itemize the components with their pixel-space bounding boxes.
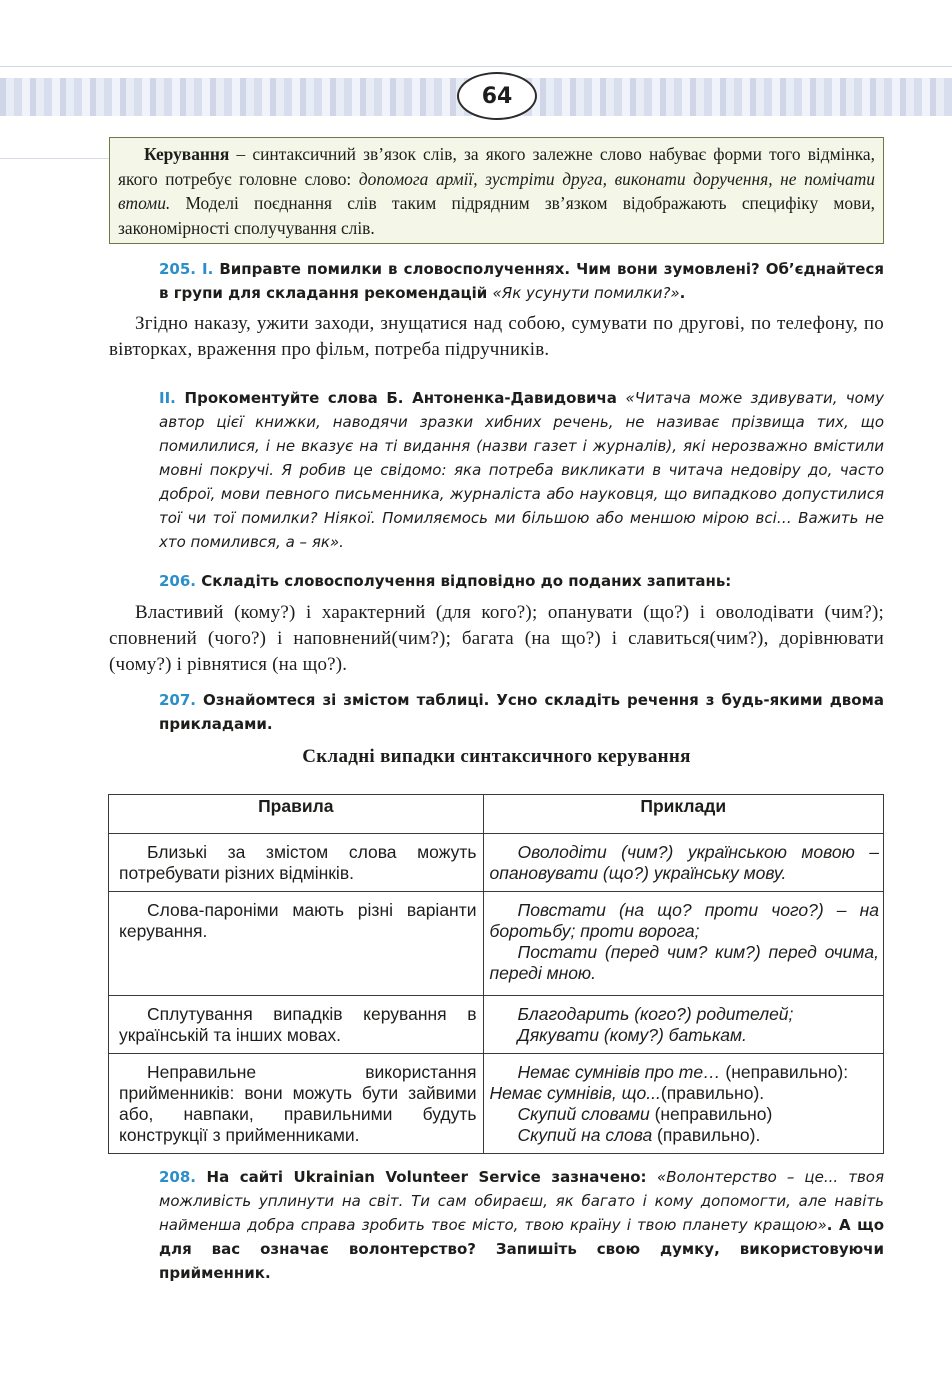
antonenko-quote: «Читача може здивувати, чому автор цієї книжки, наводячи зразки хибних речень, не називає прізвища тих, що помилилися, і не вказує на ті видання (назви газет і журналів), які нерозважно вмістили мовні покручі. Я робив це свідомо: яка потреба викликати в читача недовіру до, часто доброї, мови певного письменника, журналіста або науковця, що випадково допустилися тої чи тої помилки? Ніякої. Помиляємось ми більшою або меншою мірою всі… Важить не хто помилився, а – як». xyxy=(159,389,884,551)
rule-cell: Неправильне використання прийменників: вони можуть бути зайвими або, навпаки, правильними будуть конструкції з прийменниками. xyxy=(109,1054,484,1154)
example-cell: Благодарить (кого?) родителей; Дякувати (кому?) батькам. xyxy=(483,996,883,1054)
example-cell: Повстати (на що? проти чого?) – на боротьбу; проти ворога; Постати (перед чим? ким?) перед очима, переді мною. xyxy=(483,892,883,996)
task-208: 208. На сайті Ukrainian Volunteer Service зазначено: «Волонтерство – це... твоя можливість уплинути на світ. Ти сам обираєш, як багато і кому допомогти, але навіть найменша добра справа зробить твоє місто, твою країну і твою планету кращою». А що для вас означає волонтерство? Запишіть свою думку, використовуючи прийменник. xyxy=(159,1168,884,1282)
governance-table xyxy=(108,794,884,1154)
header-rule xyxy=(0,66,952,67)
page-number: 64 xyxy=(457,72,537,120)
rule-cell: Сплутування випадків керування в українській та інших мовах. xyxy=(109,996,484,1054)
task-205-exercise: Згідно наказу, ужити заходи, знущатися над собою, сумувати по другові, по телефону, по вівторках, враження про фільм, потреба підручників. xyxy=(109,313,884,360)
task-206-instruction: 206. Складіть словосполучення відповідно до поданих запитань: xyxy=(159,572,732,590)
table-row xyxy=(109,834,884,892)
task-205-part2: ІІ. Прокоментуйте слова Б. Антоненка-Давидовича «Читача може здивувати, чому автор цієї книжки, наводячи зразки хибних речень, не називає прізвища тих, що помилилися, і не вказує на ті видання (назви газет і журналів), які нерозважно вмістили мовні покручі. Я робив це свідомо: яка потреба викликати в читача недовіру до, часто доброї, мови певного письменника, журналіста або науковця, що випадково допустилися тої чи тої помилки? Ніякої. Помиляємось ми більшою або меншою мірою всі… Важить не хто помилився, а – як». xyxy=(159,389,884,551)
rule-cell: Слова-пароніми мають різні варіанти керування. xyxy=(109,892,484,996)
task-205-instruction: 205. І. Виправте помилки в словосполученнях. Чим вони зумовлені? Об’єднайтеся в групи для складання рекомендацій «Як усунути помилки?». xyxy=(159,260,885,302)
header-side-rule xyxy=(0,158,110,159)
table-row xyxy=(109,1054,884,1154)
task-206-exercise: Властивий (кому?) і характерний (для кого?); опанувати (що?) і оволодівати (чим?); сповнений (чого?) і наповнений(чим?); багата (на що?) і славиться(чим?), дорівнювати (чому?) і рівнятися (на що?). xyxy=(109,602,884,675)
header-rules: Правила xyxy=(109,795,484,834)
definition-examples: допомога армії, зустріти друга, виконати доручення, не помічати втоми. xyxy=(118,168,875,213)
header-examples: Приклади xyxy=(483,795,883,834)
definition-text: синтаксичний зв’язок слів, за якого залежне слово набуває форми того відмінка, якого потребує головне слово: xyxy=(118,144,875,189)
example-cell: Оволодіти (чим?) українською мовою – опановувати (що?) українську мову. xyxy=(483,834,883,892)
table-title: Складні випадки синтаксичного керування xyxy=(302,746,691,767)
definition-box: Керування – синтаксичний зв’язок слів, за якого залежне слово набуває форми того відмінка, якого потребує головне слово: допомога армії, зустріти друга, виконати доручення, не помічати втоми. Моделі поєднання слів таким підрядним зв’язком відображають специфіку мови, закономірності сполучування слів. xyxy=(109,137,884,244)
table-header-row xyxy=(109,795,884,834)
task-207-instruction: 207. Ознайомтеся зі змістом таблиці. Усно складіть речення з будь-якими двома прикладами. xyxy=(159,691,884,733)
rule-cell: Близькі за змістом слова можуть потребувати різних відмінків. xyxy=(109,834,484,892)
volunteer-quote: «Волонтерство – це... твоя можливість уплинути на світ. Ти сам обираєш, як багато і кому допомогти, але навіть найменша добра справа зробить твоє місто, твою країну і твою планету кращою» xyxy=(159,1168,884,1234)
example-cell: Немає сумнівів про те… (неправильно): Немає сумнівів, що...(правильно). Скупий словами (неправильно) Скупий на слова (правильно). xyxy=(483,1054,883,1154)
table-row xyxy=(109,996,884,1054)
table-row xyxy=(109,892,884,996)
definition-term: Керування xyxy=(144,144,230,164)
